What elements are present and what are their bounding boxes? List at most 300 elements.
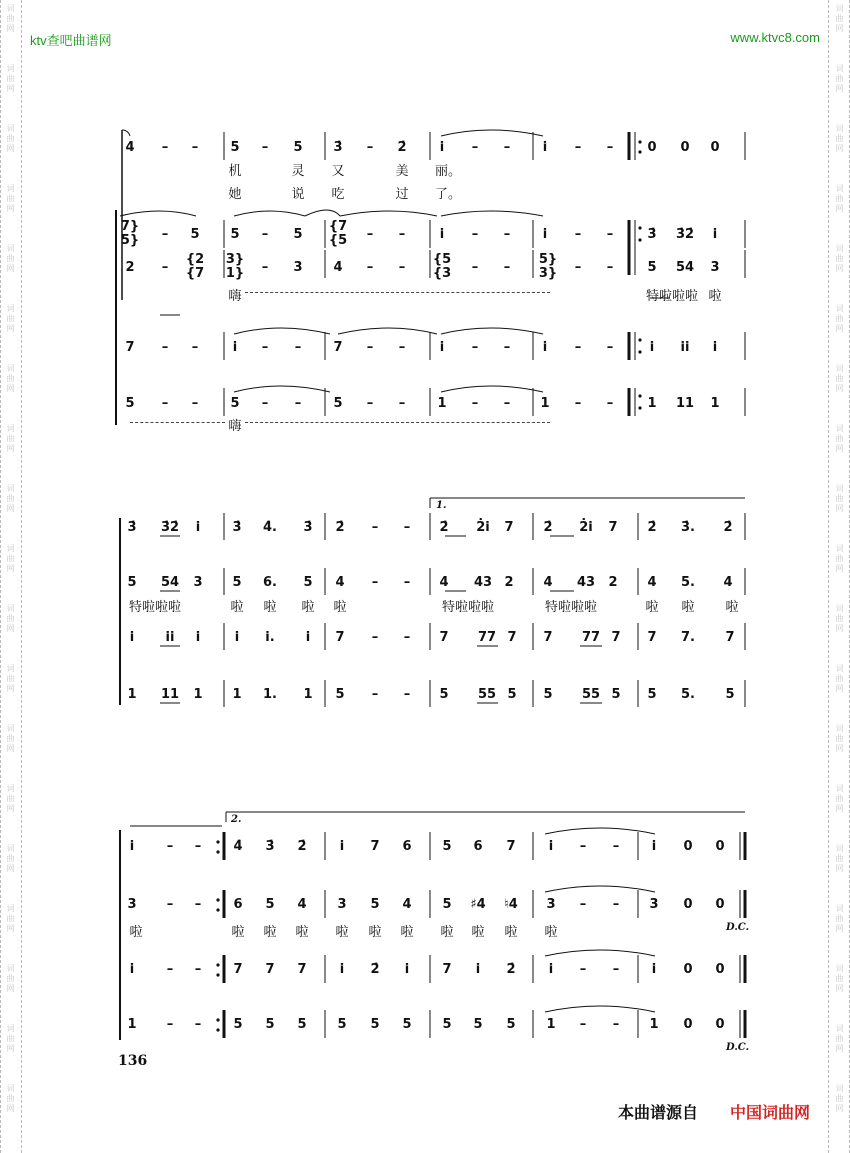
side-watermark: 词曲网 (6, 4, 15, 34)
note: 2 (608, 575, 618, 590)
note: – (261, 140, 269, 155)
side-watermark: 词曲网 (835, 364, 844, 394)
note: 3 (293, 260, 303, 275)
note: i (305, 630, 311, 645)
note: 4̇. (263, 520, 277, 535)
lyric: 说 (291, 187, 305, 202)
note: 5 (230, 396, 240, 411)
note: 1 (647, 396, 657, 411)
note: i (439, 340, 445, 355)
note: 2̇i (579, 520, 593, 535)
note: i (475, 962, 481, 977)
note: i (195, 520, 201, 535)
note: – (403, 520, 411, 535)
note: 5 (293, 227, 303, 242)
footer-source-site[interactable]: 中国词曲网 (730, 1103, 811, 1122)
note: – (261, 227, 269, 242)
note: 3 (649, 897, 659, 912)
lyric: 啦 (645, 600, 659, 615)
note: i (439, 227, 445, 242)
side-watermark: 词曲网 (835, 124, 844, 154)
note: 7 (439, 630, 449, 645)
note: 5 (303, 575, 313, 590)
note: 5 (370, 897, 380, 912)
note: 43 (576, 575, 596, 590)
note: – (371, 520, 379, 535)
note: 6. (263, 575, 277, 590)
side-watermark: 词曲网 (6, 904, 15, 934)
side-watermark: 词曲网 (6, 844, 15, 874)
note: 5 (507, 687, 517, 702)
note: – (166, 1017, 174, 1032)
note: – (166, 962, 174, 977)
side-watermark: 词曲网 (835, 724, 844, 754)
side-watermark: 词曲网 (835, 184, 844, 214)
lyric: 特啦啦啦 (128, 600, 182, 615)
note: 1 (649, 1017, 659, 1032)
note: – (166, 897, 174, 912)
note: – (398, 227, 406, 242)
side-watermark: 词曲网 (835, 664, 844, 694)
note: 5 (265, 1017, 275, 1032)
note: 4̇ (233, 839, 243, 854)
note: – (579, 839, 587, 854)
note: – (366, 140, 374, 155)
note: 0 (680, 140, 690, 155)
note: 2̇ (297, 839, 307, 854)
note: i (129, 630, 135, 645)
note: 6 (473, 839, 483, 854)
hum-extension-line (245, 422, 550, 423)
note: 5 (333, 396, 343, 411)
note: 55 (477, 687, 497, 702)
side-watermark: 词曲网 (835, 64, 844, 94)
note: – (161, 227, 169, 242)
note: 1 (437, 396, 447, 411)
note: – (503, 227, 511, 242)
lyric: 啦 (725, 600, 739, 615)
note: – (161, 340, 169, 355)
lyric: 特啦啦啦 (544, 600, 598, 615)
note: – (371, 687, 379, 702)
side-watermark: 词曲网 (835, 4, 844, 34)
note: 3̇2̇ (675, 227, 695, 242)
side-watermark: 词曲网 (835, 244, 844, 274)
note: 2 (125, 260, 135, 275)
note: 3 (546, 897, 556, 912)
lyric: 啦 (333, 600, 347, 615)
note: – (403, 630, 411, 645)
note: 0 (715, 1017, 725, 1032)
lyric: 啦 (230, 600, 244, 615)
note: 2̇i (476, 520, 490, 535)
note: i (542, 340, 548, 355)
note: i (712, 340, 718, 355)
side-watermark: 词曲网 (6, 184, 15, 214)
note: – (579, 897, 587, 912)
lyric: 啦 (263, 600, 277, 615)
note: 3 (710, 260, 720, 275)
footer-source-label: 本曲谱源自 (618, 1103, 699, 1122)
side-watermark: 词曲网 (6, 784, 15, 814)
note: 1 (303, 687, 313, 702)
note: i (649, 340, 655, 355)
note: 2̇ (439, 520, 449, 535)
side-watermark: 词曲网 (6, 64, 15, 94)
note: – (471, 227, 479, 242)
note: 54 (675, 260, 695, 275)
note: i (339, 962, 345, 977)
note: 5 (506, 1017, 516, 1032)
note: – (503, 260, 511, 275)
note: – (503, 396, 511, 411)
note: – (161, 140, 169, 155)
lyric: 啦 (400, 925, 414, 940)
note: 5 (297, 1017, 307, 1032)
note: – (166, 839, 174, 854)
note: 5 (125, 396, 135, 411)
note: 4 (335, 575, 345, 590)
note: – (371, 575, 379, 590)
note: 0 (683, 1017, 693, 1032)
header-site-left[interactable]: ktv查吧曲谱网 (30, 33, 112, 48)
note: 1 (540, 396, 550, 411)
note: – (574, 260, 582, 275)
note: 2̇ (335, 520, 345, 535)
note: ♮4 (504, 897, 518, 912)
note: i (234, 630, 240, 645)
lyric: 特啦啦啦 (441, 600, 495, 615)
note: 0 (647, 140, 657, 155)
side-watermark: 词曲网 (6, 304, 15, 334)
side-watermark: 词曲网 (835, 484, 844, 514)
note: – (398, 260, 406, 275)
note: 1 (546, 1017, 556, 1032)
note: 3̇ (127, 520, 137, 535)
side-watermark: 词曲网 (835, 964, 844, 994)
note: – (191, 396, 199, 411)
note: 11 (160, 687, 180, 702)
note: 11 (675, 396, 695, 411)
note: 3̇ (303, 520, 313, 535)
note: – (398, 396, 406, 411)
note: 0 (715, 839, 725, 854)
note: 5 (127, 575, 137, 590)
chord: {5 {3 (432, 252, 452, 281)
side-watermark: 词曲网 (835, 1084, 844, 1114)
note: 5 (442, 1017, 452, 1032)
note: 7 (611, 630, 621, 645)
note: i (439, 140, 445, 155)
dc-marking: D.C. (726, 1042, 750, 1053)
side-watermark: 词曲网 (6, 544, 15, 574)
side-watermark: 词曲网 (6, 364, 15, 394)
note: i (404, 962, 410, 977)
note: – (606, 227, 614, 242)
note: 55 (581, 687, 601, 702)
note: 77 (477, 630, 497, 645)
lyric: 特啦啦啦 (645, 289, 699, 304)
note: – (366, 340, 374, 355)
note: 5 (442, 897, 452, 912)
note: 3̇ (232, 520, 242, 535)
note: – (606, 340, 614, 355)
note: 5 (337, 1017, 347, 1032)
note: 54 (160, 575, 180, 590)
note: 3̇ (265, 839, 275, 854)
note: 5 (232, 575, 242, 590)
note: – (191, 340, 199, 355)
note: 5 (543, 687, 553, 702)
lyric: 啦 (471, 925, 485, 940)
lyric: 啦 (129, 925, 143, 940)
note: 1 (710, 396, 720, 411)
note: 5 (190, 227, 200, 242)
note: 4 (647, 575, 657, 590)
note: 2̇ (370, 962, 380, 977)
side-watermark: 词曲网 (6, 484, 15, 514)
note: i (129, 962, 135, 977)
note: – (398, 340, 406, 355)
note: – (612, 839, 620, 854)
note: 7 (233, 962, 243, 977)
note: 7. (681, 630, 695, 645)
side-watermark: 词曲网 (6, 664, 15, 694)
note: 5 (230, 140, 240, 155)
note: 0 (715, 897, 725, 912)
note: 7 (725, 630, 735, 645)
note: ii (165, 630, 175, 645)
note: 5 (647, 260, 657, 275)
note: ii (680, 340, 690, 355)
note: i (548, 962, 554, 977)
lyric: 了。 (434, 187, 462, 202)
note: 7 (507, 630, 517, 645)
note: 5 (442, 839, 452, 854)
side-watermark: 词曲网 (6, 604, 15, 634)
note: 2̇ (647, 520, 657, 535)
note: 1 (127, 687, 137, 702)
note: – (606, 396, 614, 411)
note: – (471, 260, 479, 275)
note: 7 (504, 520, 514, 535)
note: 3̇2̇ (160, 520, 180, 535)
note: – (606, 140, 614, 155)
chord: {2 {7 (185, 252, 205, 281)
note: – (612, 962, 620, 977)
lyric: 嗨 (228, 289, 242, 304)
note: 1 (232, 687, 242, 702)
note: 7 (333, 340, 343, 355)
lyric: 啦 (263, 925, 277, 940)
note: – (503, 340, 511, 355)
note: 5 (402, 1017, 412, 1032)
note: 0 (710, 140, 720, 155)
lyric: 嗨 (228, 419, 242, 434)
chord: {7 {5 (328, 219, 348, 248)
note: 7 (335, 630, 345, 645)
note: – (612, 1017, 620, 1032)
note: i (548, 839, 554, 854)
note: – (403, 575, 411, 590)
lyric: 吃 (331, 187, 345, 202)
lyric: 机 (228, 164, 242, 179)
note: – (606, 260, 614, 275)
note: – (574, 340, 582, 355)
lyric: 又 (331, 164, 345, 179)
lyric: 灵 (291, 164, 305, 179)
note: 4 (723, 575, 733, 590)
note: i (712, 227, 718, 242)
side-watermark: 词曲网 (835, 1024, 844, 1054)
note: – (503, 140, 511, 155)
header-site-right[interactable]: www.ktvc8.com (730, 30, 820, 45)
note: 5 (370, 1017, 380, 1032)
lyric: 啦 (544, 925, 558, 940)
note: – (191, 140, 199, 155)
note: – (574, 227, 582, 242)
note: i (542, 140, 548, 155)
note: 4 (402, 897, 412, 912)
side-watermark: 词曲网 (835, 304, 844, 334)
side-watermark: 词曲网 (6, 724, 15, 754)
side-watermark: 词曲网 (6, 1084, 15, 1114)
note: 5 (439, 687, 449, 702)
side-watermark: 词曲网 (835, 424, 844, 454)
hum-extension-line (245, 292, 550, 293)
note: 0 (715, 962, 725, 977)
note: – (366, 396, 374, 411)
side-watermark: 词曲网 (835, 784, 844, 814)
lyric: 美 (395, 164, 409, 179)
chord: 3} 1} (225, 252, 245, 281)
note: i. (265, 630, 275, 645)
note: 4 (543, 575, 553, 590)
note: 7 (297, 962, 307, 977)
note: 4 (297, 897, 307, 912)
side-watermark: 词曲网 (835, 544, 844, 574)
note: 77 (581, 630, 601, 645)
note: i (129, 839, 135, 854)
note: 5 (293, 140, 303, 155)
side-watermark: 词曲网 (6, 1024, 15, 1054)
note: – (574, 396, 582, 411)
lyric: 啦 (681, 600, 695, 615)
note: 2̇ (543, 520, 553, 535)
note: i (195, 630, 201, 645)
lyric: 啦 (231, 925, 245, 940)
note: 5 (265, 897, 275, 912)
note: 0 (683, 962, 693, 977)
page-number: 136 (118, 1053, 148, 1069)
note: i (542, 227, 548, 242)
note: 4 (439, 575, 449, 590)
lyric: 啦 (368, 925, 382, 940)
note: 43 (473, 575, 493, 590)
lyric: 啦 (440, 925, 454, 940)
note: – (261, 260, 269, 275)
note: 3 (193, 575, 203, 590)
lyric: 啦 (504, 925, 518, 940)
volta-2: 2. (231, 814, 242, 825)
note: 3̇ (333, 140, 343, 155)
note: – (574, 140, 582, 155)
note: – (366, 260, 374, 275)
note: – (194, 839, 202, 854)
note: – (194, 962, 202, 977)
note: 6 (233, 897, 243, 912)
note: – (161, 396, 169, 411)
note: 5 (230, 227, 240, 242)
note: 7 (265, 962, 275, 977)
note: – (161, 260, 169, 275)
note: 7 (608, 520, 618, 535)
note: 1 (127, 1017, 137, 1032)
side-watermark: 词曲网 (6, 244, 15, 274)
note: 5. (681, 575, 695, 590)
note: ♯4 (470, 897, 486, 912)
hum-extension-line (130, 422, 225, 423)
note: – (471, 340, 479, 355)
lyric: 啦 (335, 925, 349, 940)
note: – (294, 340, 302, 355)
note: 3 (127, 897, 137, 912)
note: – (194, 897, 202, 912)
note: 7 (647, 630, 657, 645)
note: – (194, 1017, 202, 1032)
note: – (294, 396, 302, 411)
note: – (612, 897, 620, 912)
side-watermark: 词曲网 (835, 844, 844, 874)
note: 5 (335, 687, 345, 702)
side-watermark: 词曲网 (6, 424, 15, 454)
chord: 7} 5} (120, 219, 140, 248)
volta-1: 1. (436, 500, 447, 511)
note: – (261, 340, 269, 355)
note: i (651, 839, 657, 854)
note: 2̇ (397, 140, 407, 155)
note: 0 (683, 897, 693, 912)
lyric: 啦 (301, 600, 315, 615)
note: 6 (402, 839, 412, 854)
note: 3̇. (681, 520, 695, 535)
note: 7 (543, 630, 553, 645)
note: 1 (193, 687, 203, 702)
lyric: 啦 (708, 289, 722, 304)
note: 7 (125, 340, 135, 355)
note: – (471, 396, 479, 411)
side-watermark: 词曲网 (835, 604, 844, 634)
note: 3 (337, 897, 347, 912)
note: 2 (504, 575, 514, 590)
note: 5 (473, 1017, 483, 1032)
note: 1. (263, 687, 277, 702)
note: 4 (125, 140, 135, 155)
note: 3̇ (647, 227, 657, 242)
side-watermark: 词曲网 (6, 124, 15, 154)
note: 7 (442, 962, 452, 977)
note: – (366, 227, 374, 242)
note: 5 (725, 687, 735, 702)
chord: 5} 3} (538, 252, 558, 281)
lyric: 啦 (295, 925, 309, 940)
lyric: 丽。 (434, 164, 462, 179)
note: 7 (370, 839, 380, 854)
note: – (579, 962, 587, 977)
lyric: 她 (228, 187, 242, 202)
note: 5 (611, 687, 621, 702)
note: i (232, 340, 238, 355)
